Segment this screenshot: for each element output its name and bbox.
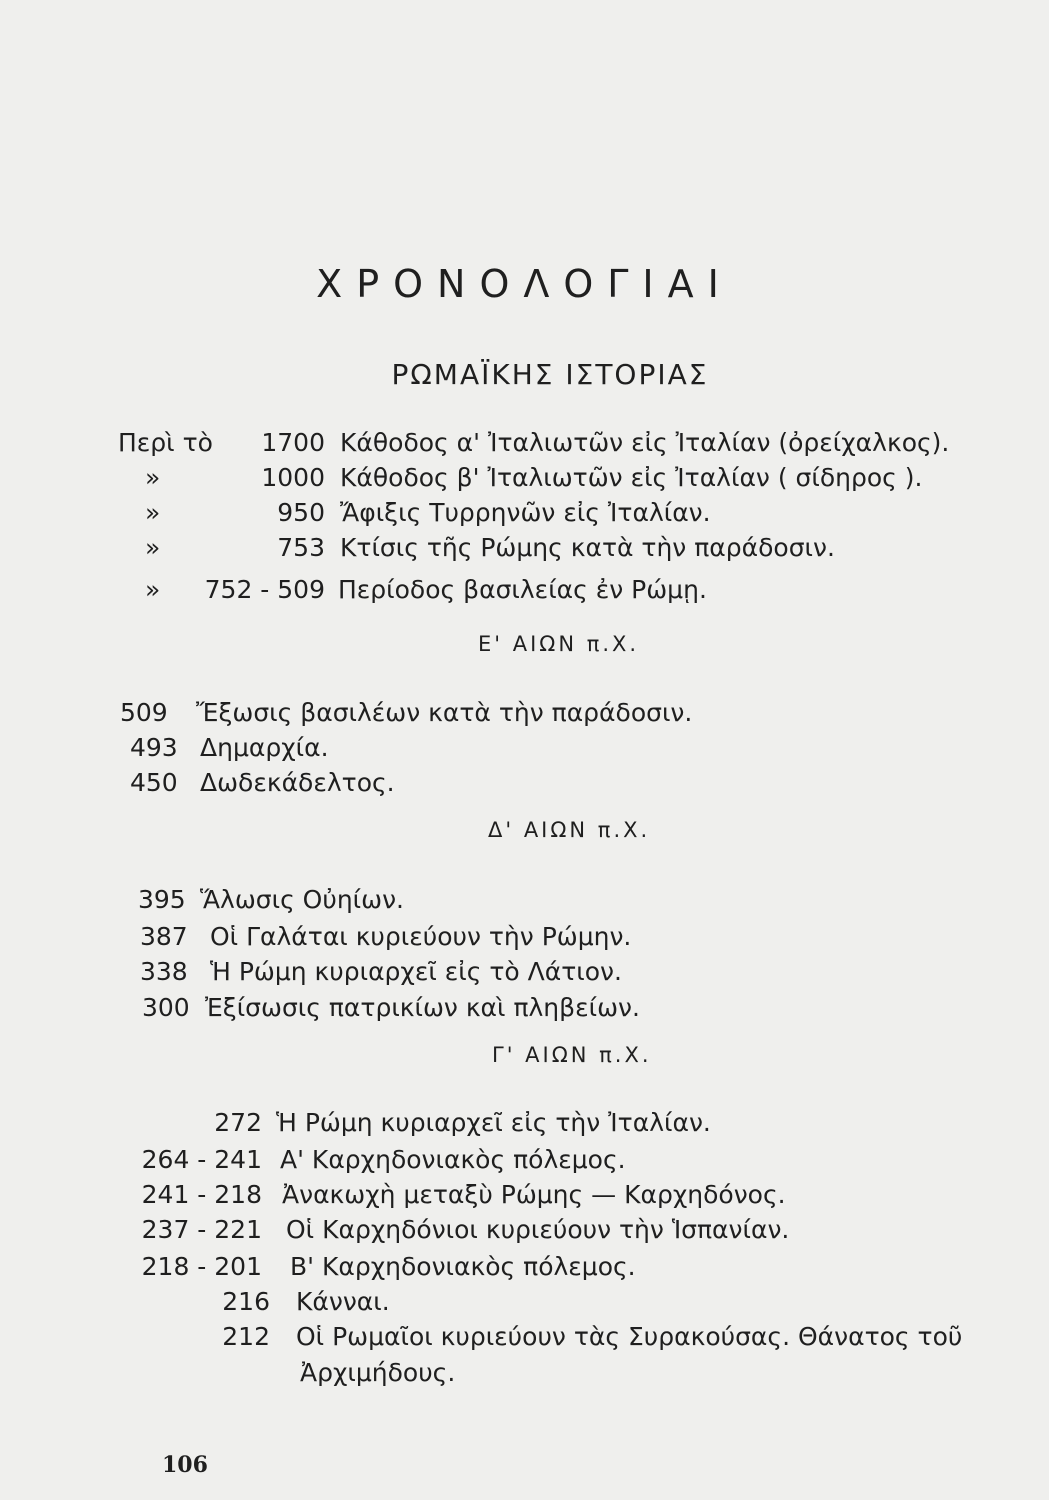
entry-label: Περὶ τὸ — [118, 428, 213, 457]
entry-event: Δωδεκάδελτος. — [200, 768, 395, 797]
entry-event: Οἱ Γαλάται κυριεύουν τὴν Ρώμην. — [210, 922, 632, 951]
entry-label: » — [145, 533, 161, 562]
entry-date: 237 - 221 — [141, 1215, 262, 1244]
entry-date: 218 - 201 — [141, 1252, 262, 1281]
entry-date: 241 - 218 — [141, 1180, 262, 1209]
entry-event: Οἱ Ρωμαῖοι κυριεύουν τὰς Συρακούσας. Θάνατος τοῦ — [296, 1322, 963, 1351]
entry-event: Κάνναι. — [296, 1287, 390, 1316]
entry-date: 1000 — [261, 463, 325, 492]
century-heading: Γ' ΑΙΩΝ π.Χ. — [492, 1043, 652, 1067]
century-heading: Ε' ΑΙΩΝ π.Χ. — [478, 632, 640, 656]
entry-event: Α' Καρχηδονιακὸς πόλεμος. — [280, 1145, 626, 1174]
entry-date: 1700 — [261, 428, 325, 457]
entry-label: » — [145, 463, 161, 492]
entry-date: 272 — [214, 1108, 262, 1137]
entry-event: Β' Καρχηδονιακὸς πόλεμος. — [290, 1252, 636, 1281]
entry-event: Οἱ Καρχηδόνιοι κυριεύουν τὴν Ἱσπανίαν. — [286, 1215, 790, 1244]
entry-event: Ἀρχιμήδους. — [300, 1358, 456, 1387]
entry-label: » — [145, 498, 161, 527]
entry-date: 493 — [130, 733, 178, 762]
entry-event: Ἅλωσις Οὐηίων. — [200, 885, 404, 914]
entry-event: Κάθοδος β' Ἰταλιωτῶν εἰς Ἰταλίαν ( σίδηρος ). — [340, 463, 923, 492]
entry-date: 753 — [277, 533, 325, 562]
entry-event: Δημαρχία. — [200, 733, 329, 762]
entry-event: Περίοδος βασιλείας ἐν Ρώμῃ. — [338, 575, 707, 604]
entry-event: Ἡ Ρώμη κυριαρχεῖ εἰς τὴν Ἰταλίαν. — [276, 1108, 711, 1137]
entry-event: Ἔξωσις βασιλέων κατὰ τὴν παράδοσιν. — [196, 698, 693, 727]
page-subtitle: ΡΩΜΑΪΚΗΣ ΙΣΤΟΡΙΑΣ — [391, 358, 709, 391]
entry-date: 216 — [222, 1287, 270, 1316]
entry-date: 752 - 509 — [204, 575, 325, 604]
century-heading: Δ' ΑΙΩΝ π.Χ. — [488, 818, 651, 842]
entry-event: Ἐξίσωσις πατρικίων καὶ πληβείων. — [205, 993, 640, 1022]
entry-date: 509 — [120, 698, 168, 727]
entry-event: Ἡ Ρώμη κυριαρχεῖ εἰς τὸ Λάτιον. — [210, 957, 622, 986]
page-number: 106 — [162, 1452, 208, 1478]
entry-event: Ἄφιξις Τυρρηνῶν εἰς Ἰταλίαν. — [340, 498, 711, 527]
entry-date: 212 — [222, 1322, 270, 1351]
entry-date: 395 — [138, 885, 186, 914]
entry-date: 338 — [140, 957, 188, 986]
entry-date: 387 — [140, 922, 188, 951]
entry-event: Κάθοδος α' Ἰταλιωτῶν εἰς Ἰταλίαν (ὀρείχαλκος). — [340, 428, 950, 457]
entry-date: 264 - 241 — [141, 1145, 262, 1174]
entry-event: Κτίσις τῆς Ρώμης κατὰ τὴν παράδοσιν. — [340, 533, 835, 562]
entry-event: Ἀνακωχὴ μεταξὺ Ρώμης — Καρχηδόνος. — [282, 1180, 786, 1209]
entry-date: 950 — [277, 498, 325, 527]
entry-date: 450 — [130, 768, 178, 797]
page-title: ΧΡΟΝΟΛΟΓΙΑΙ — [316, 262, 733, 306]
entry-label: » — [145, 575, 161, 604]
entry-date: 300 — [142, 993, 190, 1022]
